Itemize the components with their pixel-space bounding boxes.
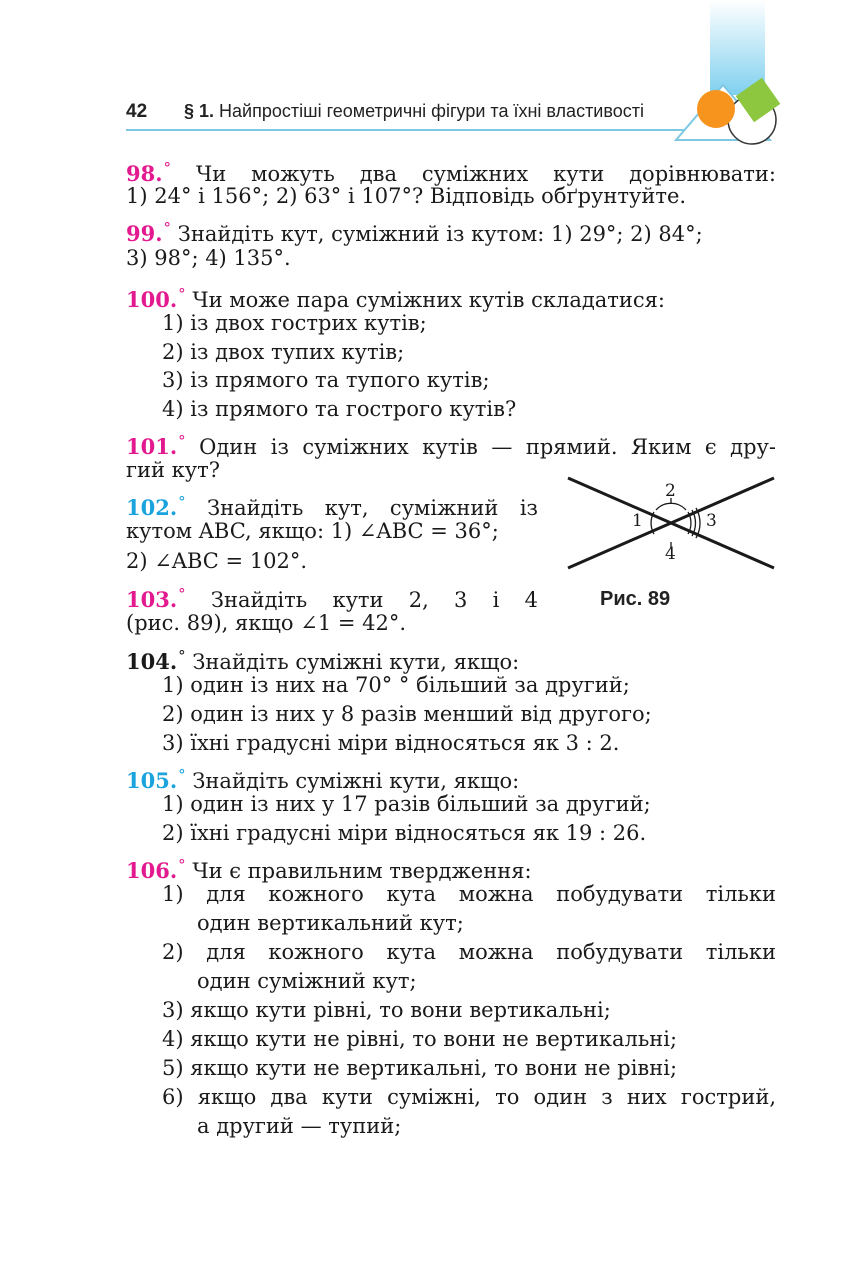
level-mark: ° xyxy=(178,585,186,603)
problem-101-line-2: гий кут? xyxy=(126,458,221,482)
arc-angle-2 xyxy=(656,503,686,510)
problem-106-item-1a: 1) для кожного кута можна побудувати тільки xyxy=(162,882,776,906)
problem-102-line-2: кутом ABC, якщо: 1) ∠ABC = 36°; xyxy=(126,519,499,543)
header-decoration xyxy=(0,0,850,160)
angle-label-2: 2 xyxy=(665,481,676,501)
problem-99-line-1 xyxy=(126,214,703,248)
problem-102-line-3: 2) ∠ABC = 102°. xyxy=(126,549,308,573)
problem-98-number: 98. xyxy=(126,161,163,186)
problem-100-item-1: 1) із двох гострих кутів; xyxy=(162,311,427,335)
running-title xyxy=(184,101,644,122)
problem-100-item-3: 3) із прямого та тупого кутів; xyxy=(162,368,490,392)
problem-106-item-5: 5) якщо кути не вертикальні, то вони не рівні; xyxy=(162,1056,678,1080)
problem-106-item-6b: а другий — тупий; xyxy=(197,1114,402,1138)
problem-104-item-2: 2) один із них у 8 разів менший від другого; xyxy=(162,702,652,726)
problem-106-item-3: 3) якщо кути рівні, то вони вертикальні; xyxy=(162,998,611,1022)
problem-98-line-2: 1) 24° і 156°; 2) 63° і 107°? Відповідь обґрунтуйте. xyxy=(126,184,687,208)
problem-106-item-2b: один суміжний кут; xyxy=(197,969,417,993)
problem-106-item-6a: 6) якщо два кути суміжні, то один з них гострий, xyxy=(162,1085,776,1109)
problem-100-item-4: 4) із прямого та гострого кутів? xyxy=(162,397,517,421)
figure-caption: Рис. 89 xyxy=(600,588,671,610)
level-mark: ° xyxy=(163,159,172,177)
problem-100-text: Чи може пара суміжних кутів складатися: xyxy=(192,288,666,312)
problem-106-item-4: 4) якщо кути не рівні, то вони не вертикальні; xyxy=(162,1027,678,1051)
problem-104-text: Знайдіть суміжні кути, якщо: xyxy=(192,650,520,674)
problem-106-number: 106. xyxy=(126,858,178,883)
orange-circle-shape xyxy=(697,90,735,128)
problem-103-text: Знайдіть кути 2, 3 і 4 xyxy=(210,588,538,612)
problem-104-item-1: 1) один із них на 70° ° більший за другий; xyxy=(162,673,630,697)
level-mark: ° xyxy=(178,493,186,511)
level-mark: ° xyxy=(178,647,186,665)
problem-99-text: Знайдіть кут, суміжний із кутом: 1) 29°; 2) 84°; xyxy=(177,222,703,246)
problem-103-line-2: (рис. 89), якщо ∠1 = 42°. xyxy=(126,611,407,635)
problem-100-item-2: 2) із двох тупих кутів; xyxy=(162,340,405,364)
problem-98-text: Чи можуть два суміжних кути дорівнювати: xyxy=(195,162,776,186)
problem-106-item-1b: один вертикальний кут; xyxy=(197,911,464,935)
problem-102-number: 102. xyxy=(126,495,178,520)
angle-label-3: 3 xyxy=(706,511,717,531)
problem-103-number: 103. xyxy=(126,587,178,612)
section-title: Найпростіші геометричні фігури та їхні властивості xyxy=(219,101,644,121)
problem-104-number: 104. xyxy=(126,649,178,674)
page-number: 42 xyxy=(126,101,148,122)
level-mark: ° xyxy=(163,219,172,237)
problem-105-text: Знайдіть суміжні кути, якщо: xyxy=(192,769,520,793)
problem-102-text: Знайдіть кут, суміжний із xyxy=(207,496,538,520)
level-mark: ° xyxy=(178,766,186,784)
section-mark: § 1. xyxy=(184,101,215,121)
angle-label-1: 1 xyxy=(632,511,643,531)
problem-105-item-2: 2) їхні градусні міри відносяться як 19 : 26. xyxy=(162,821,647,845)
problem-106-item-2a: 2) для кожного кута можна побудувати тільки xyxy=(162,940,776,964)
problem-101-text: Один із суміжних кутів — прямий. Яким є дру- xyxy=(199,435,776,459)
problem-101-line-1 xyxy=(126,427,776,461)
problem-104-item-3: 3) їхні градусні міри відносяться як 3 : 2. xyxy=(162,731,620,755)
problem-99-number: 99. xyxy=(126,221,163,246)
problem-105-number: 105. xyxy=(126,768,178,793)
level-mark: ° xyxy=(178,856,186,874)
angle-label-4: 4 xyxy=(665,544,676,564)
level-mark: ° xyxy=(178,432,186,450)
level-mark: ° xyxy=(178,285,186,303)
header-gradient-bar xyxy=(710,0,765,95)
problem-101-number: 101. xyxy=(126,434,178,459)
problem-99-line-2: 3) 98°; 4) 135°. xyxy=(126,246,291,270)
problem-100-number: 100. xyxy=(126,287,178,312)
problem-106-text: Чи є правильним твердження: xyxy=(192,859,532,883)
problem-105-item-1: 1) один із них у 17 разів більший за другий; xyxy=(162,792,651,816)
